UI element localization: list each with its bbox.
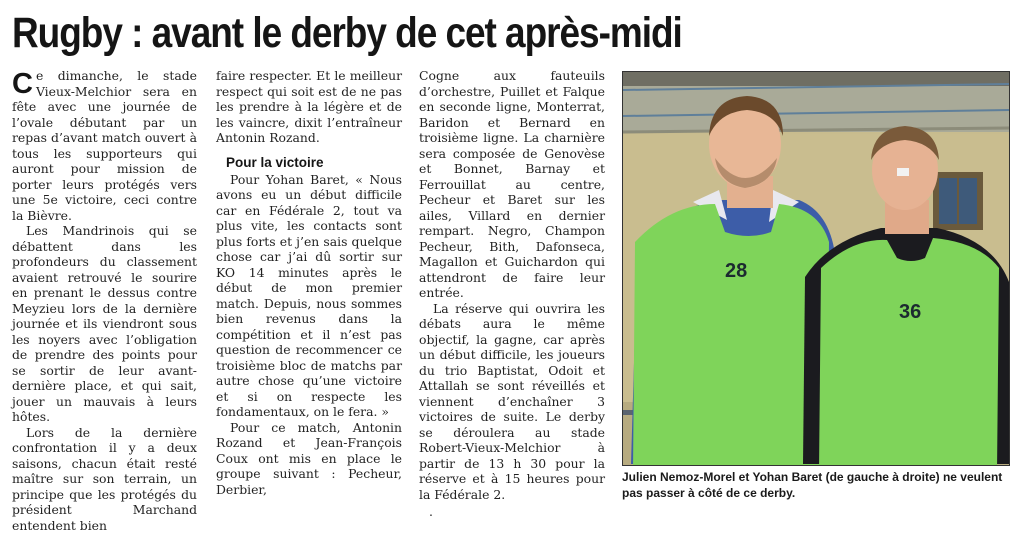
trailing-dot: . (429, 504, 605, 520)
section-subhead: Pour la victoire (226, 154, 402, 171)
paragraph: Pour ce match, Antonin Rozand et Jean-François Coux ont mis en place le groupe suivant : Pecheur, Derbier, (216, 420, 402, 498)
article-column-3 (419, 68, 605, 520)
photo-caption: Julien Nemoz-Morel et Yohan Baret (de gauche à droite) ne veulent pas passer à côté de ce derby. (622, 469, 1014, 501)
paragraph-text: e dimanche, le stade Vieux-Melchior sera en fête avec une journée de l’ovale débutant par un repas d’avant match ouvert à tous les supporteurs qui auront pour mission de porter leurs protégés vers une 5e victoire, ceci contre la Bièvre. (12, 68, 197, 223)
paragraph: La réserve qui ouvrira les débats aura le même objectif, la gagne, car après un début difficile, les joueurs du trio Baptistat, Odoit et Attallah se sont réveillés et viennent d’enchaîner 3 victoires de suite. Le derby se déroulera au stade Robert-Vieux-Melchior à partir de 13 h 30 pour la réserve et à 15 heures pour la Fédérale 2. (419, 301, 605, 503)
article-headline: Rugby : avant le derby de cet après-midi (12, 8, 872, 58)
paragraph: Les Mandrinois qui se débattent dans les profondeurs du classement avaient retrouvé le sourire en prenant le dessus contre Meyzieu lors de la dernière journée et ils viendront sous les noyers avec l’obligation de prendre des points pour se sortir de leur avant-dernière place, et qui sait, jouer un mauvais à leurs hôtes. (12, 223, 197, 425)
bib-number-right: 36 (899, 301, 921, 323)
paragraph: faire respecter. Et le meilleur respect qui soit est de ne pas les prendre à la légère et de les vaincre, dixit l’entraîneur Antonin Rozand. (216, 68, 402, 146)
bib-number-left: 28 (725, 260, 747, 282)
article-column-2 (216, 68, 402, 497)
drop-cap: C (12, 71, 33, 97)
paragraph: Lors de la dernière confrontation il y a deux saisons, chacun était resté maître sur son terrain, un principe que les protégés du président Marchand entendent bien (12, 425, 197, 533)
paragraph: Pour Yohan Baret, « Nous avons eu un début difficile car en Fédérale 2, tout va plus vite, les contacts sont plus forts et j’en sais quelque chose car j’ai dû sortir sur KO 14 minutes après le début de mon premier match. Depuis, nous sommes bien revenus dans la compétition et il n’est pas question de recommencer ce troisième bloc de matchs par autre chose qu’une victoire et si on respecte les fondamentaux, on le fera. » (216, 172, 402, 420)
article-column-1 (12, 68, 197, 533)
paragraph (12, 68, 197, 223)
players-photo (622, 71, 1010, 466)
paragraph: Cogne aux fauteuils d’orchestre, Puillet et Falque en seconde ligne, Monterrat, Baridon et Bernard en troisième ligne. La charnière sera composée de Genovèse et Bonnet, Barnay et Ferrouillat au centre, Pecheur et Baret sur les ailes, Villard en dernier rempart. Negro, Champon Pecheur, Bith, Dafonseca, Magallon et Guichardon qui attendront de faire leur entrée. (419, 68, 605, 301)
